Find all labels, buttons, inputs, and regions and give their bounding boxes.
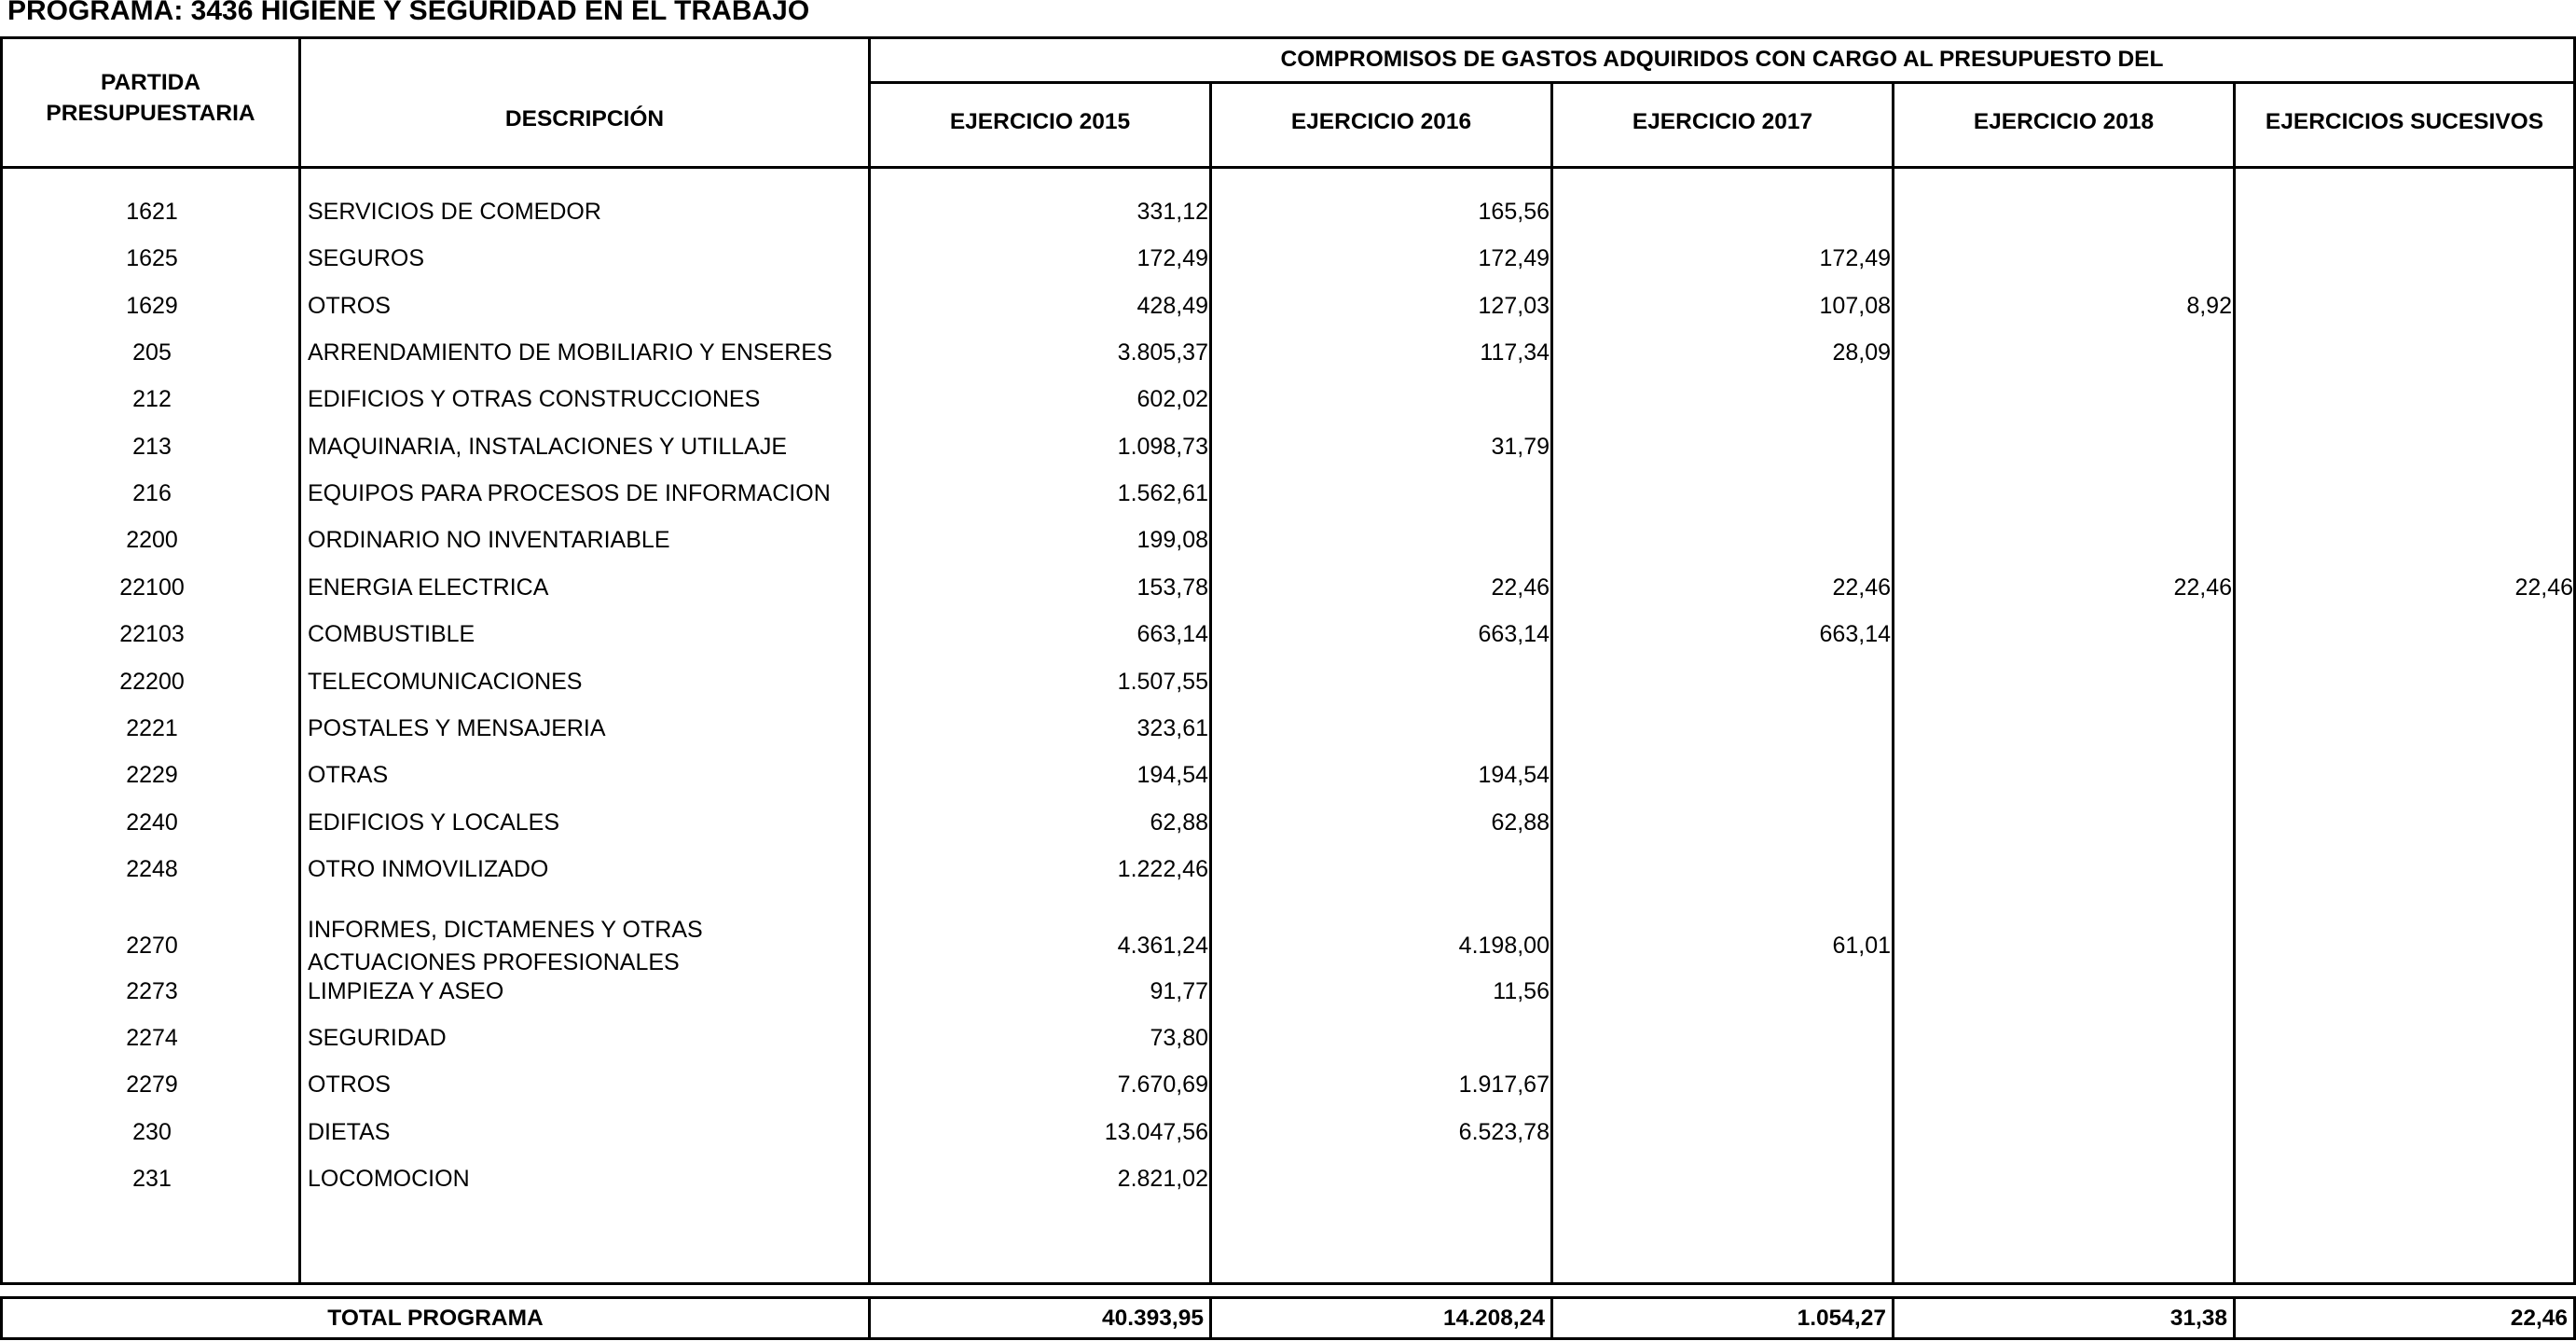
description-line: TELECOMUNICACIONES	[308, 668, 583, 695]
description-line: MAQUINARIA, INSTALACIONES Y UTILLAJE	[308, 433, 788, 460]
budget-table	[0, 36, 2576, 1285]
value-2015: 4.361,24	[1117, 933, 1208, 960]
partida-code: 205	[132, 339, 172, 366]
description-line: LOCOMOCION	[308, 1166, 470, 1192]
description	[308, 1069, 867, 1101]
value-2017: 663,14	[1819, 621, 1891, 648]
header-year-2015: EJERCICIO 2015	[949, 109, 1131, 134]
table-row	[3, 242, 2576, 275]
table-row	[3, 431, 2576, 463]
table-row	[3, 524, 2576, 557]
value-2018: 8,92	[2186, 292, 2232, 319]
header-year-2018: EJERCICIO 2018	[1973, 109, 2155, 134]
value-2016: 31,79	[1491, 433, 1550, 460]
total-2015: 40.393,95	[1102, 1306, 1204, 1331]
value-2015: 3.805,37	[1117, 339, 1208, 366]
partida-code: 2274	[126, 1024, 178, 1051]
partida-code: 2200	[126, 527, 178, 554]
value-2015: 62,88	[1150, 809, 1208, 836]
value-2015: 172,49	[1136, 245, 1208, 272]
value-2015: 2.821,02	[1117, 1166, 1208, 1192]
value-2015: 7.670,69	[1117, 1071, 1208, 1099]
total-2018: 31,38	[2170, 1306, 2227, 1331]
description-line: COMBUSTIBLE	[308, 621, 475, 648]
value-2016: 4.198,00	[1458, 933, 1550, 960]
header-compromisos: COMPROMISOS DE GASTOS ADQUIRIDOS CON CARGO AL PRESUPUESTO DEL	[1280, 47, 2164, 72]
description	[308, 524, 867, 557]
partida-code: 22103	[119, 621, 185, 648]
table-row	[3, 1116, 2576, 1149]
description-line: EDIFICIOS Y OTRAS CONSTRUCCIONES	[308, 386, 761, 413]
description	[308, 853, 867, 886]
total-2017: 1.054,27	[1797, 1306, 1886, 1331]
header-bottom-border	[3, 166, 2573, 169]
partida-code: 22100	[119, 574, 185, 601]
table-row	[3, 807, 2576, 839]
table-row	[3, 1022, 2576, 1055]
table-row	[3, 1069, 2576, 1101]
table-row	[3, 618, 2576, 651]
description-line: OTRO INMOVILIZADO	[308, 855, 549, 882]
value-2017: 61,01	[1832, 933, 1891, 960]
table-row	[3, 477, 2576, 510]
value-2016: 11,56	[1493, 977, 1550, 1004]
description	[308, 1116, 867, 1149]
partida-code: 1629	[126, 292, 178, 319]
value-2017: 107,08	[1819, 292, 1891, 319]
description-line: EQUIPOS PARA PROCESOS DE INFORMACION	[308, 480, 831, 507]
partida-code: 212	[132, 386, 172, 413]
value-sucesivos: 22,46	[2514, 574, 2573, 601]
table-row	[3, 666, 2576, 698]
description-line: INFORMES, DICTAMENES Y OTRAS	[308, 917, 703, 944]
value-2016: 172,49	[1478, 245, 1550, 272]
description-line: OTROS	[308, 292, 391, 319]
value-2017: 28,09	[1832, 339, 1891, 366]
table-row	[3, 712, 2576, 745]
header-partida	[3, 67, 298, 129]
description	[308, 383, 867, 416]
header-year-2017: EJERCICIO 2017	[1632, 109, 1813, 134]
partida-code: 1625	[126, 245, 178, 272]
value-2015: 91,77	[1150, 977, 1208, 1004]
description	[308, 196, 867, 228]
partida-code: 216	[132, 480, 172, 507]
description	[308, 807, 867, 839]
partida-code: 2273	[126, 977, 178, 1004]
description-line: SEGURIDAD	[308, 1024, 447, 1051]
description-line: OTROS	[308, 1071, 391, 1099]
value-2016: 1.917,67	[1458, 1071, 1550, 1099]
total-sucesivos: 22,46	[2510, 1306, 2568, 1331]
description	[308, 337, 867, 369]
description-line: EDIFICIOS Y LOCALES	[308, 809, 560, 836]
description	[308, 1163, 867, 1196]
value-2015: 194,54	[1136, 762, 1208, 789]
partida-code: 2221	[126, 714, 178, 741]
table-row	[3, 853, 2576, 886]
description	[308, 712, 867, 745]
partida-code: 2270	[126, 933, 178, 960]
description	[308, 975, 867, 1008]
value-2016: 62,88	[1491, 809, 1550, 836]
value-2016: 127,03	[1478, 292, 1550, 319]
description-line: SEGUROS	[308, 245, 425, 272]
value-2015: 1.507,55	[1117, 668, 1208, 695]
description	[308, 572, 867, 604]
description	[308, 759, 867, 792]
partida-code: 22200	[119, 668, 185, 695]
description-line: ORDINARIO NO INVENTARIABLE	[308, 527, 670, 554]
description-line: DIETAS	[308, 1118, 391, 1145]
value-2016: 165,56	[1478, 199, 1550, 225]
table-row	[3, 383, 2576, 416]
value-2015: 1.098,73	[1117, 433, 1208, 460]
description	[308, 914, 867, 979]
description-line: ACTUACIONES PROFESIONALES	[308, 949, 680, 976]
value-2017: 22,46	[1832, 574, 1891, 601]
program-title: PROGRAMA: 3436 HIGIENE Y SEGURIDAD EN EL TRABAJO	[7, 0, 810, 26]
total-label: TOTAL PROGRAMA	[327, 1306, 544, 1331]
value-2015: 663,14	[1136, 621, 1208, 648]
partida-code: 2248	[126, 855, 178, 882]
description	[308, 666, 867, 698]
table-row	[3, 337, 2576, 369]
description-line: POSTALES Y MENSAJERIA	[308, 714, 606, 741]
header-descripcion: DESCRIPCIÓN	[504, 106, 665, 131]
table-row	[3, 196, 2576, 228]
table-row	[3, 1163, 2576, 1196]
total-table	[0, 1296, 2576, 1340]
value-2015: 323,61	[1136, 714, 1208, 741]
partida-code: 2240	[126, 809, 178, 836]
total-2016: 14.208,24	[1443, 1306, 1545, 1331]
value-2015: 199,08	[1136, 527, 1208, 554]
value-2016: 663,14	[1478, 621, 1550, 648]
value-2016: 22,46	[1491, 574, 1550, 601]
value-2016: 117,34	[1480, 339, 1550, 366]
description-line: ARRENDAMIENTO DE MOBILIARIO Y ENSERES	[308, 339, 833, 366]
value-2015: 1.222,46	[1117, 855, 1208, 882]
header-ejercicios-sucesivos: EJERCICIOS SUCESIVOS	[2265, 109, 2544, 134]
value-2018: 22,46	[2173, 574, 2232, 601]
value-2016: 6.523,78	[1458, 1118, 1550, 1145]
header-divider	[868, 81, 2573, 84]
header-partida-line2: PRESUPUESTARIA	[46, 101, 255, 126]
description-line: LIMPIEZA Y ASEO	[308, 977, 504, 1004]
value-2015: 13.047,56	[1104, 1118, 1208, 1145]
partida-code: 1621	[126, 199, 178, 225]
description	[308, 1022, 867, 1055]
description-line: ENERGIA ELECTRICA	[308, 574, 549, 601]
table-row	[3, 914, 2576, 979]
description	[308, 290, 867, 323]
table-row	[3, 975, 2576, 1008]
table-row	[3, 572, 2576, 604]
description-line: SERVICIOS DE COMEDOR	[308, 199, 601, 225]
partida-code: 230	[132, 1118, 172, 1145]
table-row	[3, 759, 2576, 792]
value-2015: 331,12	[1136, 199, 1208, 225]
value-2015: 73,80	[1150, 1024, 1208, 1051]
partida-code: 2229	[126, 762, 178, 789]
value-2015: 602,02	[1136, 386, 1208, 413]
partida-code: 2279	[126, 1071, 178, 1099]
description	[308, 618, 867, 651]
value-2015: 428,49	[1136, 292, 1208, 319]
partida-code: 231	[132, 1166, 172, 1192]
description	[308, 242, 867, 275]
table-row	[3, 290, 2576, 323]
value-2016: 194,54	[1478, 762, 1550, 789]
description	[308, 431, 867, 463]
value-2015: 153,78	[1136, 574, 1208, 601]
partida-code: 213	[132, 433, 172, 460]
description	[308, 477, 867, 510]
value-2015: 1.562,61	[1117, 480, 1208, 507]
header-year-2016: EJERCICIO 2016	[1290, 109, 1472, 134]
header-partida-line1: PARTIDA	[100, 70, 201, 95]
description-line: OTRAS	[308, 762, 389, 789]
value-2017: 172,49	[1819, 245, 1891, 272]
